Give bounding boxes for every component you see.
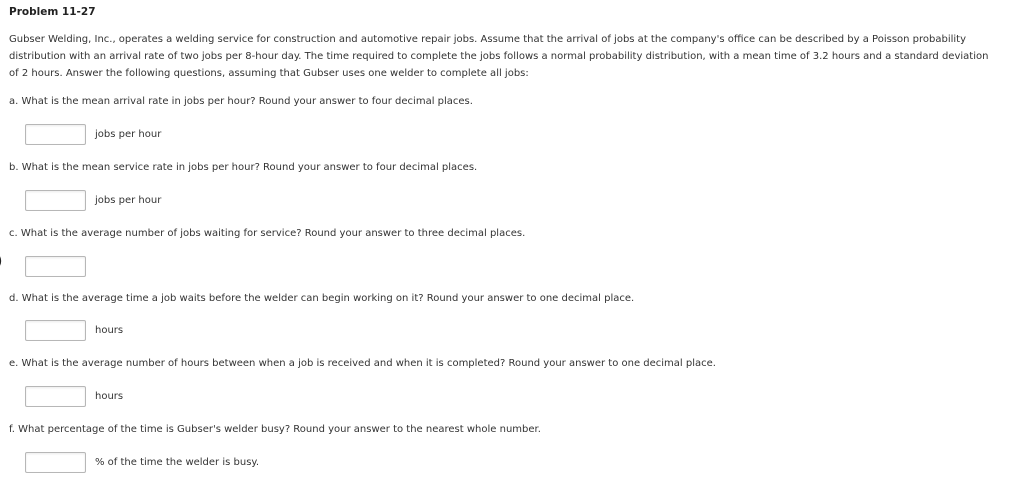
question-d: d. What is the average time a job waits before the welder can begin working on it? Round your answer to one decimal place. xyxy=(9,293,635,304)
answer-row-b xyxy=(25,190,161,211)
answer-row-e xyxy=(25,386,123,407)
closing-paren-icon xyxy=(0,252,5,270)
answer-input-e[interactable] xyxy=(25,386,86,407)
unit-label-a: jobs per hour xyxy=(95,129,162,140)
problem-title: Problem 11-27 xyxy=(9,6,96,18)
problem-statement-line: of 2 hours. Answer the following questions, assuming that Gubser uses one welder to complete all jobs: xyxy=(9,68,529,79)
answer-input-c[interactable] xyxy=(25,256,86,277)
unit-label-e: hours xyxy=(95,391,124,402)
answer-row-c xyxy=(25,256,95,277)
answer-row-f xyxy=(25,452,259,473)
answer-input-f[interactable] xyxy=(25,452,86,473)
unit-label-b: jobs per hour xyxy=(95,195,162,206)
problem-statement-line: Gubser Welding, Inc., operates a welding service for construction and automotive repair jobs. Assume that the arrival of jobs at the company's office can be described by a Poisson probability xyxy=(9,34,967,45)
answer-row-d xyxy=(25,320,123,341)
problem-statement-line: distribution with an arrival rate of two jobs per 8-hour day. The time required to complete the jobs follows a normal probability distribution, with a mean time of 3.2 hours and a standard deviation xyxy=(9,51,989,62)
answer-row-a xyxy=(25,124,161,145)
question-a: a. What is the mean arrival rate in jobs per hour? Round your answer to four decimal places. xyxy=(9,96,473,107)
unit-label-d: hours xyxy=(95,325,124,336)
question-b: b. What is the mean service rate in jobs per hour? Round your answer to four decimal places. xyxy=(9,162,478,173)
answer-input-b[interactable] xyxy=(25,190,86,211)
unit-label-f: % of the time the welder is busy. xyxy=(95,457,260,468)
question-c: c. What is the average number of jobs waiting for service? Round your answer to three decimal places. xyxy=(9,228,526,239)
question-e: e. What is the average number of hours between when a job is received and when it is completed? Round your answer to one decimal place. xyxy=(9,358,716,369)
problem-statement xyxy=(9,31,1021,82)
question-f: f. What percentage of the time is Gubser's welder busy? Round your answer to the nearest whole number. xyxy=(9,424,541,435)
answer-input-a[interactable] xyxy=(25,124,86,145)
answer-input-d[interactable] xyxy=(25,320,86,341)
